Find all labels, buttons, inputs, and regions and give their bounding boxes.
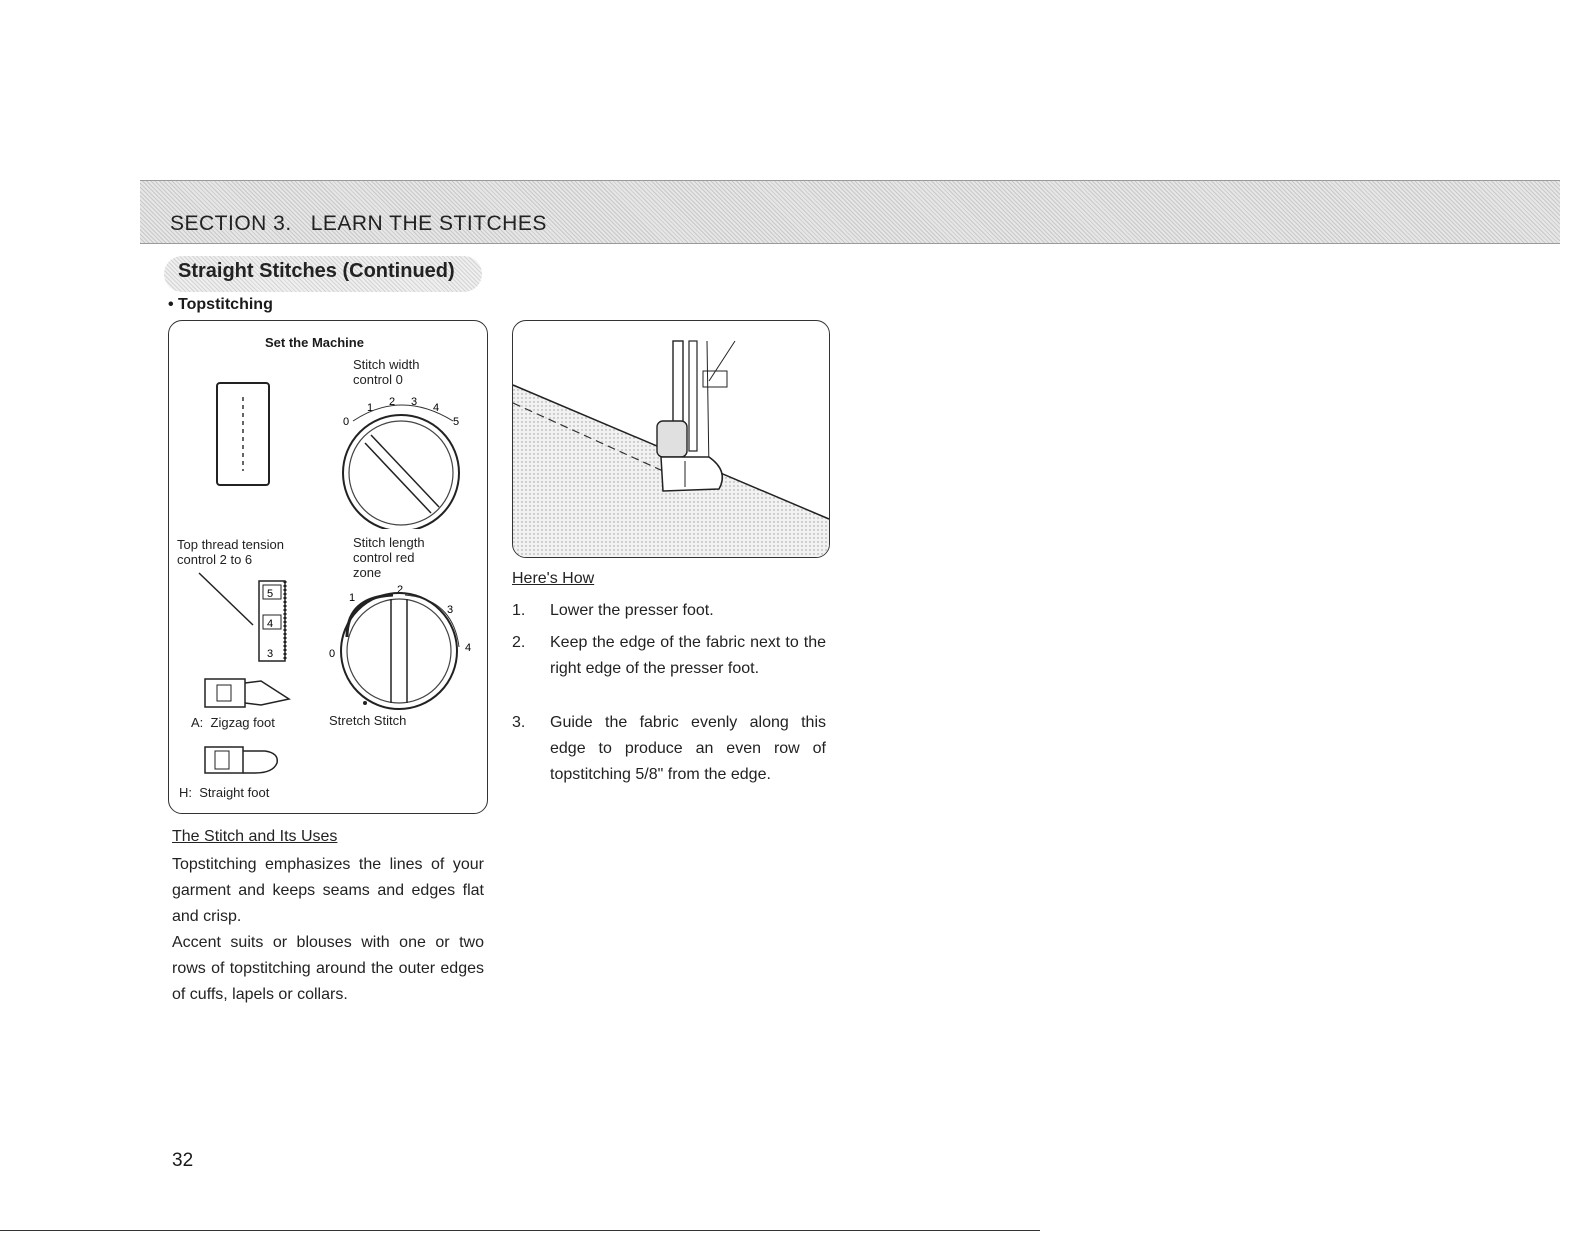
presser-foot-illustration <box>512 320 830 558</box>
stitch-length-dial-icon <box>317 567 477 717</box>
tension-label: Top thread tension control 2 to 6 <box>177 537 284 567</box>
straight-foot-label: H: Straight foot <box>179 785 270 800</box>
tension-number: 3 <box>267 648 274 660</box>
machine-settings-panel <box>168 320 488 814</box>
stitch-width-label: Stitch width control 0 <box>353 357 420 387</box>
width-tick: 2 <box>389 396 396 408</box>
length-tick: 1 <box>349 592 356 604</box>
heres-how-heading: Here's How <box>512 570 595 587</box>
stretch-stitch-label: Stretch Stitch <box>329 713 407 728</box>
width-tick: 4 <box>433 402 440 414</box>
uses-paragraph: Topstitching emphasizes the lines of your garment and keeps seams and edges flat and crisp. <box>172 856 484 925</box>
uses-heading: The Stitch and Its Uses <box>172 828 338 845</box>
uses-paragraph: Accent suits or blouses with one or two rows of topstitching around the outer edges of cuffs, lapels or collars. <box>172 934 484 1003</box>
length-tick: 3 <box>447 604 454 616</box>
step-number: 2. <box>512 634 526 651</box>
width-tick: 3 <box>411 396 418 408</box>
page-bottom-rule <box>0 1230 1040 1231</box>
step-number: 3. <box>512 714 526 731</box>
fabric-presser-foot-image <box>513 321 829 557</box>
step-text: Guide the fabric evenly along this edge to produce an even row of topstitching 5/8" from the edge. <box>550 714 826 783</box>
zigzag-foot-label: A: Zigzag foot <box>191 715 275 730</box>
tension-number: 5 <box>267 588 274 600</box>
width-tick: 1 <box>367 402 374 414</box>
step-number: 1. <box>512 602 526 619</box>
step-text: Lower the presser foot. <box>550 602 714 619</box>
straight-foot-icon <box>203 743 293 777</box>
topic-heading: • Topstitching <box>168 296 273 313</box>
length-tick: 0 <box>329 648 336 660</box>
page-number: 32 <box>172 1150 194 1171</box>
stitch-width-dial-icon <box>331 389 471 529</box>
page-subtitle: Straight Stitches (Continued) <box>178 260 455 282</box>
tension-control-icon <box>197 569 297 669</box>
length-tick: 4 <box>465 642 472 654</box>
panel-title: Set the Machine <box>265 335 364 350</box>
section-title: SECTION 3. LEARN THE STITCHES <box>170 212 547 235</box>
width-tick: 5 <box>453 416 460 428</box>
tension-number: 4 <box>267 618 274 630</box>
step-text: Keep the edge of the fabric next to the right edge of the presser foot. <box>550 634 826 677</box>
needle-plate-icon <box>213 379 273 489</box>
length-tick: 2 <box>397 584 404 596</box>
zigzag-foot-icon <box>203 675 293 711</box>
width-tick: 0 <box>343 416 350 428</box>
stitch-length-label: Stitch length control red zone <box>353 535 425 580</box>
